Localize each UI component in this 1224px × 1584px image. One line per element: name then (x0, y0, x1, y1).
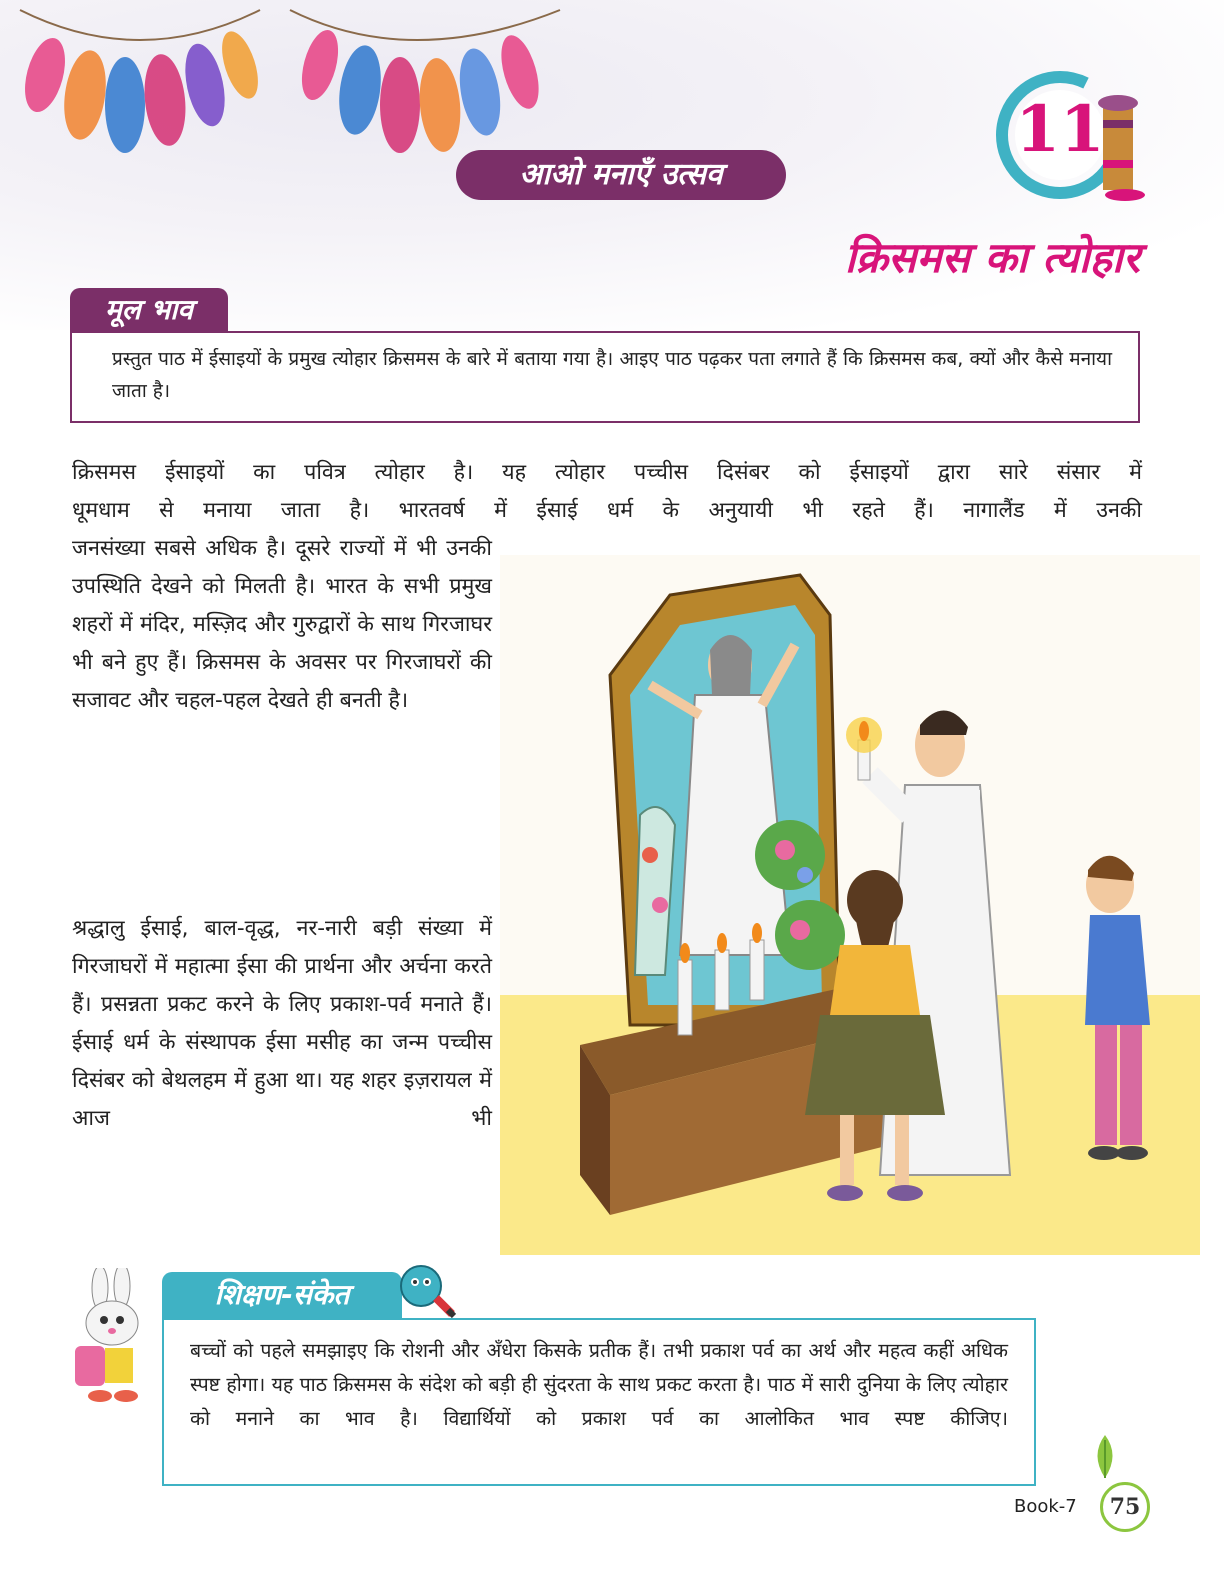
shikshan-sanket-box (162, 1318, 1036, 1486)
page-number: 75 (1100, 1482, 1150, 1532)
bunny-mascot-icon (60, 1268, 160, 1408)
shikshan-sanket-text: बच्चों को पहले समझाइए कि रोशनी और अँधेरा किसके प्रतीक हैं। तभी प्रकाश पर्व का अर्थ और महत्व कहीं अधिक स्पष्ट होगा। यह पाठ क्रिसमस के संदेश को बड़ी ही सुंदरता के साथ प्रकट करता है। पाठ में सारी दुनिया के लिए त्योहार को मनाने का भाव है। विद्यार्थियों को प्रकाश पर्व का आलोकित भाव स्पष्ट कीजिए। (190, 1339, 1008, 1430)
unit-title-banner: आओ मनाएँ उत्सव (456, 150, 786, 200)
body-line: क्रिसमस ईसाइयों का पवित्र त्योहार है। यह त्योहार पच्चीस दिसंबर को ईसाइयों द्वारा सारे संसार में (72, 460, 1142, 485)
chapter-number: 11 (1015, 92, 1105, 167)
mool-bhav-box (70, 331, 1140, 423)
shikshan-sanket-heading: शिक्षण-संकेत (162, 1272, 402, 1318)
body-paragraph-2: श्रद्धालु ईसाई, बाल-वृद्ध, नर-नारी बड़ी संख्या में गिरजाघरों में महात्मा ईसा की प्रार्थना और अर्चना करते हैं। प्रसन्नता प्रकट करने के लिए प्रकाश-पर्व मनाते हैं। ईसाई धर्म के संस्थापक ईसा मसीह का जन्म पच्चीस दिसंबर को बेथलहम में हुआ था। यह शहर इज़रायल में आज भी (72, 916, 492, 1131)
book-label: Book-7 (1014, 1496, 1077, 1517)
church-altar-illustration (500, 555, 1200, 1255)
chapter-title: क्रिसमस का त्योहार (844, 233, 1140, 282)
mool-bhav-heading: मूल भाव (70, 288, 228, 332)
body-paragraph-1-wide (72, 454, 1142, 530)
feather-garland-decoration (0, 0, 600, 170)
pencil-mascot-icon (396, 1258, 456, 1318)
body-line: धूमधाम से मनाया जाता है। भारतवर्ष में ईसाई धर्म के अनुयायी भी रहते हैं। नागालैंड में उनकी (72, 498, 1142, 523)
body-paragraph-1-cont: जनसंख्या सबसे अधिक है। दूसरे राज्यों में भी उनकी उपस्थिति देखने को मिलती है। भारत के सभी प्रमुख शहरों में मंदिर, मस्ज़िद और गुरुद्वारों के साथ गिरजाघर भी बने हुए हैं। क्रिसमस के अवसर पर गिरजाघरों की सजावट और चहल-पहल देखते ही बनती है। (72, 536, 492, 713)
leaf-icon (1085, 1430, 1125, 1480)
mool-bhav-text: प्रस्तुत पाठ में ईसाइयों के प्रमुख त्योहार क्रिसमस के बारे में बताया गया है। आइए पाठ पढ़कर पता लगाते हैं कि क्रिसमस कब, क्यों और कैसे मनाया जाता है। (112, 348, 1112, 402)
